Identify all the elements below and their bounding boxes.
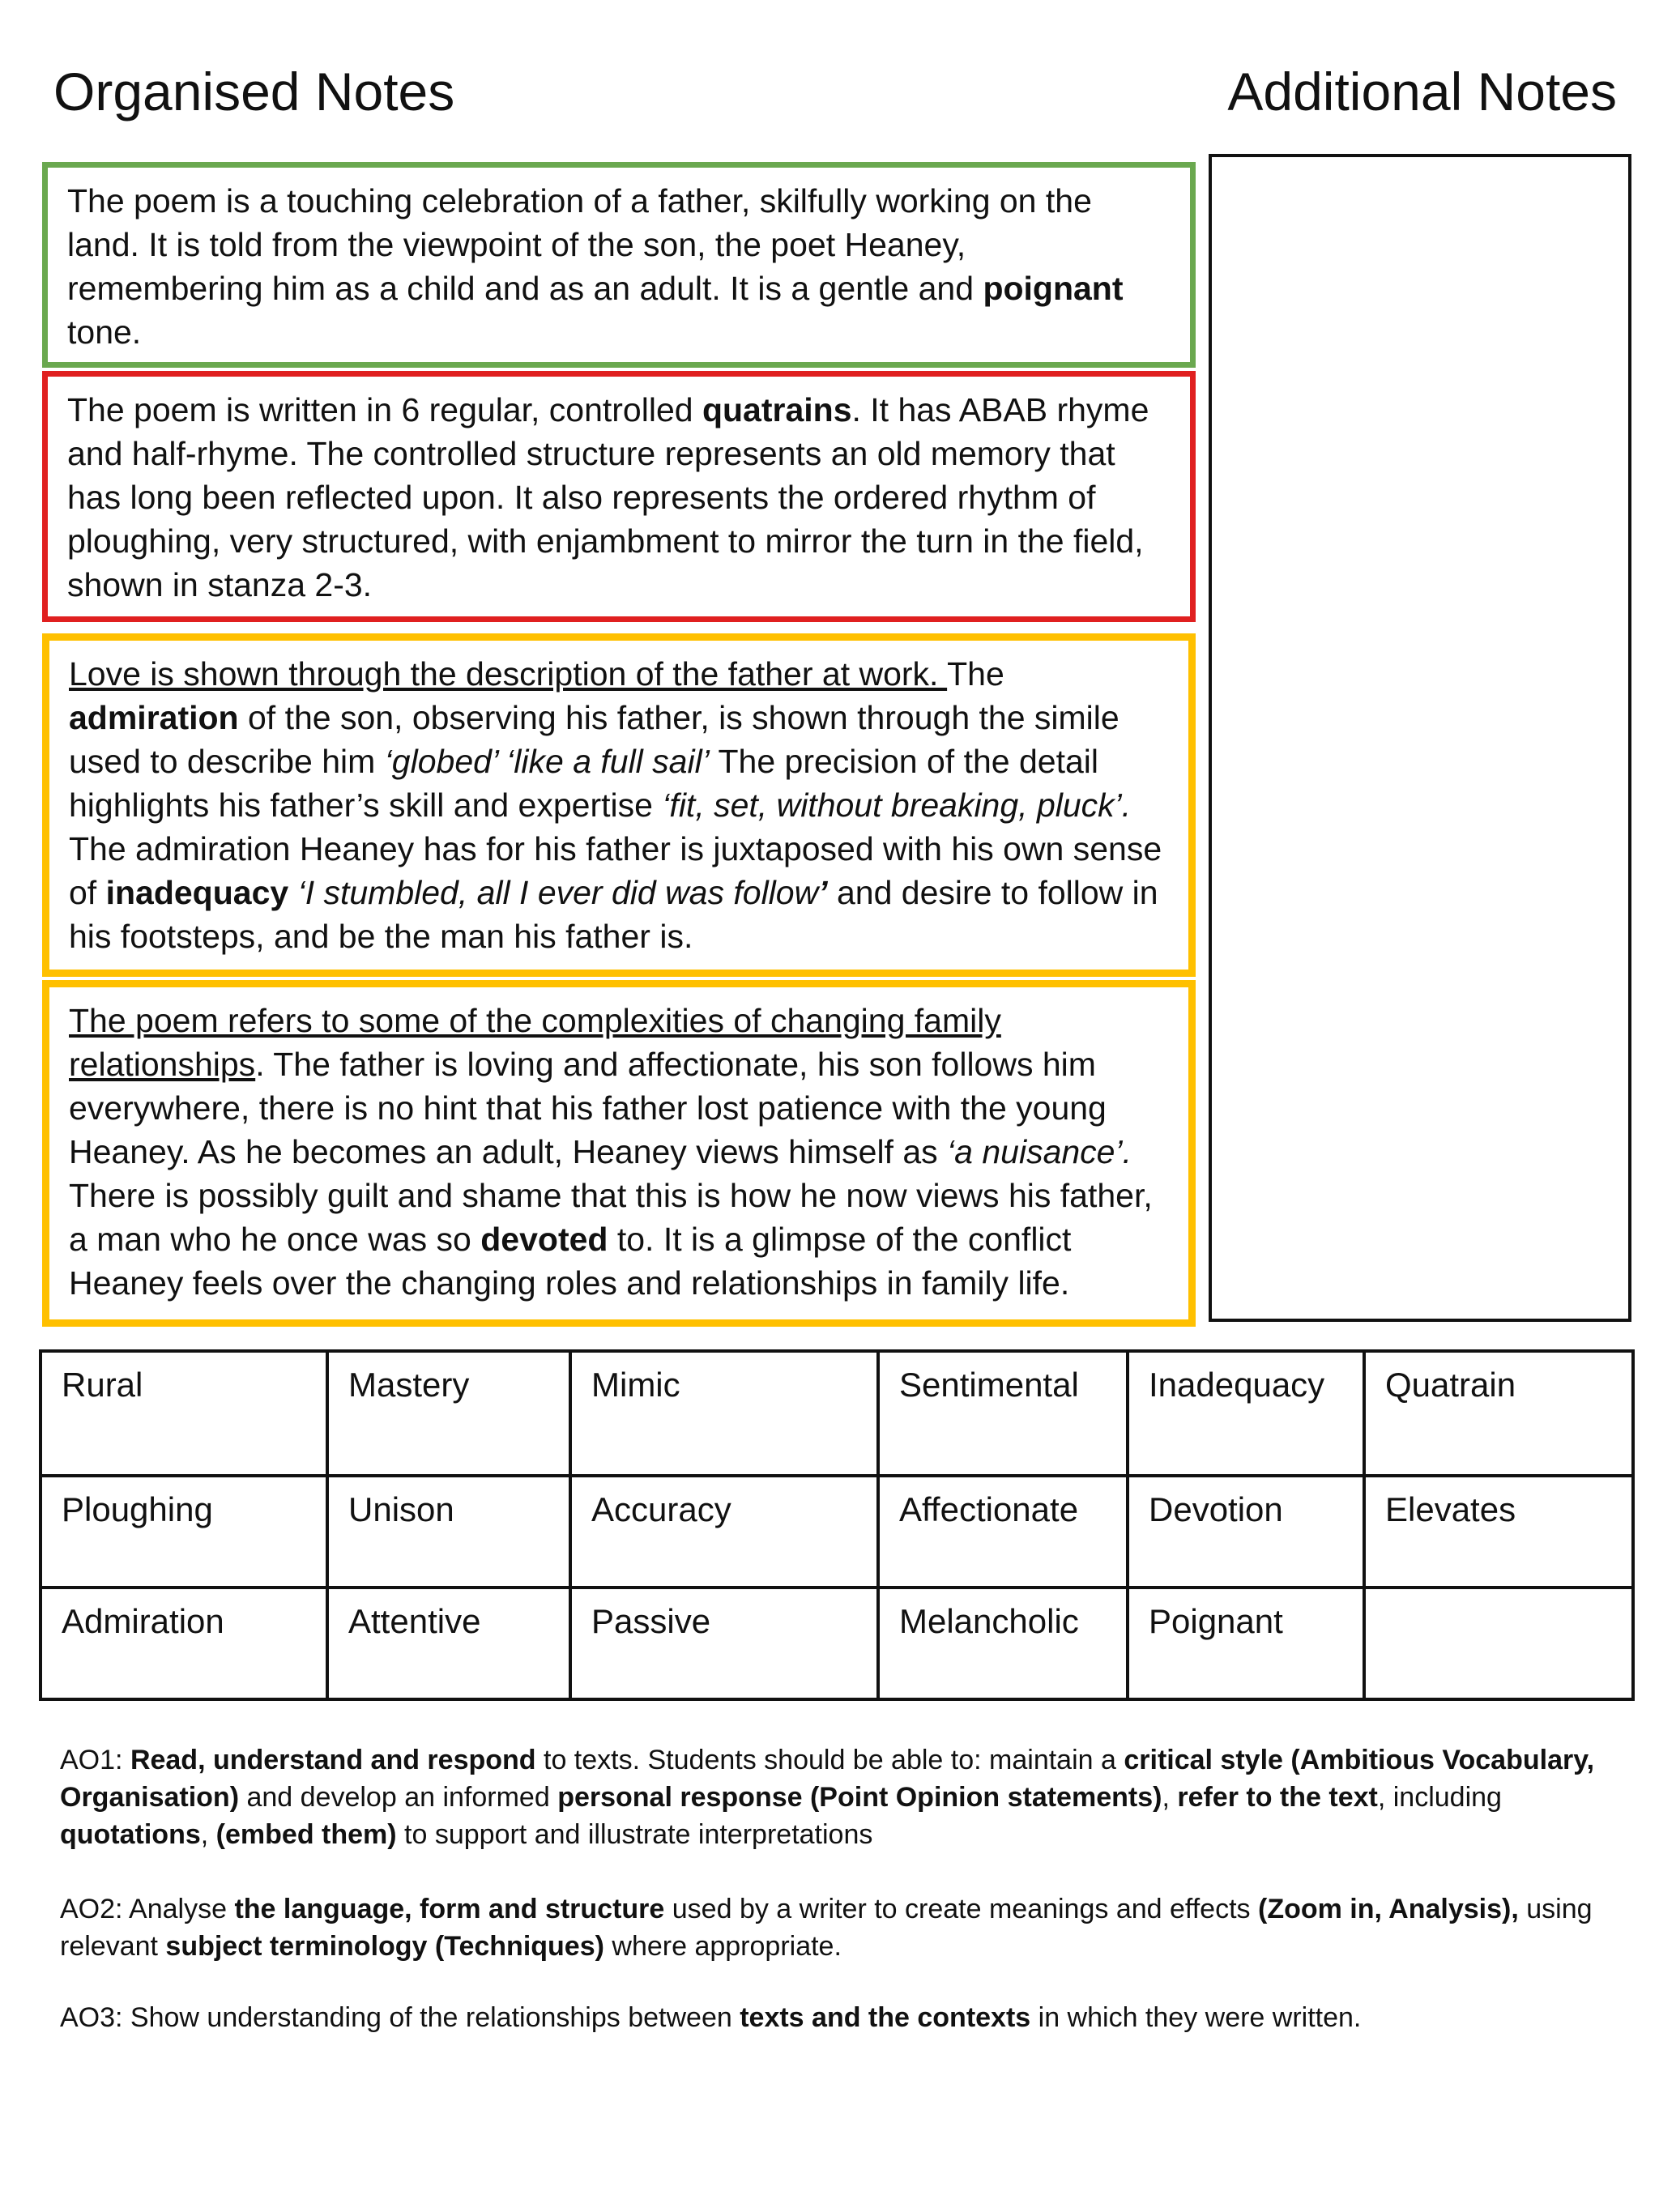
summary-note-box — [42, 162, 1196, 368]
ao2-text: used by a writer to create meanings and effects — [664, 1894, 1258, 1924]
vocabulary-cell — [1364, 1588, 1633, 1699]
vocabulary-cell: Mastery — [327, 1351, 570, 1476]
summary-keyword: poignant — [983, 270, 1124, 307]
vocabulary-row — [41, 1588, 1633, 1699]
love-quote-stumbled: ‘I stumbled, all I ever did was follow — [297, 874, 819, 911]
structure-note-box — [42, 371, 1196, 622]
summary-text: The poem is a touching celebration of a father, skilfully working on the land. It is told from the viewpoint of the son, the poet Heaney, remembering him as a child and as an adult. It is a gentle and — [67, 182, 1092, 307]
vocabulary-row — [41, 1476, 1633, 1588]
ao1-text: , including — [1377, 1782, 1502, 1813]
vocabulary-cell: Sentimental — [878, 1351, 1128, 1476]
love-keyword-admiration: admiration — [69, 699, 239, 736]
ao1-bold: critical style (Ambitious Vocabulary, Organisation) — [60, 1745, 1595, 1813]
vocabulary-cell: Unison — [327, 1476, 570, 1588]
ao1-text: and develop an informed — [239, 1782, 558, 1813]
vocabulary-cell: Attentive — [327, 1588, 570, 1699]
vocabulary-cell: Inadequacy — [1128, 1351, 1364, 1476]
love-text-4: The admiration Heaney has for his father is juxtaposed with his own sense of — [69, 830, 1162, 911]
love-topic-sentence: Love is shown through the description of the father at work. — [69, 655, 948, 693]
vocabulary-cell: Mimic — [570, 1351, 878, 1476]
love-quote-close: ’ — [818, 874, 828, 911]
summary-text-end: tone. — [67, 313, 142, 351]
love-text-6: and desire to follow in his footsteps, and be the man his father is. — [69, 874, 1158, 955]
vocabulary-cell: Devotion — [1128, 1476, 1364, 1588]
structure-keyword: quatrains — [702, 391, 852, 428]
relationships-note-box — [42, 980, 1196, 1327]
love-quote-simile: ‘globed’ ‘like a full sail’ — [384, 743, 710, 780]
ao1-text: to support and illustrate interpretations — [396, 1819, 873, 1850]
ao3-text: in which they were written. — [1030, 2002, 1362, 2033]
love-text-2: of the son, observing his father, is shown through the simile used to describe him — [69, 699, 1120, 780]
ao2-text: AO2: Analyse — [60, 1894, 235, 1924]
love-quote-detail: ‘fit, set, without breaking, pluck’. — [662, 786, 1132, 824]
relationships-text-3: to. It is a glimpse of the conflict Heaney feels over the changing roles and relationships in family life. — [69, 1221, 1072, 1302]
ao2-text: using relevant — [60, 1894, 1593, 1962]
vocabulary-cell: Affectionate — [878, 1476, 1128, 1588]
vocabulary-row — [41, 1351, 1633, 1476]
love-note-box — [42, 633, 1196, 977]
structure-text: The poem is written in 6 regular, controlled — [67, 391, 702, 428]
relationships-keyword-devoted: devoted — [480, 1221, 608, 1258]
vocabulary-cell: Ploughing — [41, 1476, 327, 1588]
ao3-objective — [60, 1999, 1599, 2036]
ao3-bold: texts and the contexts — [740, 2002, 1031, 2033]
relationships-quote-nuisance: ‘a nuisance’. — [947, 1133, 1132, 1170]
ao2-bold: (Zoom in, Analysis), — [1258, 1894, 1519, 1924]
love-text-3: The precision of the detail highlights his father’s skill and expertise — [69, 743, 1098, 824]
ao3-text: AO3: Show understanding of the relationships between — [60, 2002, 740, 2033]
vocabulary-cell: Melancholic — [878, 1588, 1128, 1699]
ao1-text: , — [1162, 1782, 1178, 1813]
ao1-text: , — [200, 1819, 216, 1850]
ao2-objective — [60, 1890, 1599, 1965]
ao1-bold: Read, understand and respond — [130, 1745, 536, 1775]
vocabulary-cell: Accuracy — [570, 1476, 878, 1588]
vocabulary-cell: Passive — [570, 1588, 878, 1699]
ao2-bold: the language, form and structure — [234, 1894, 665, 1924]
ao1-bold: quotations — [60, 1819, 201, 1850]
relationships-topic-sentence: The poem refers to some of the complexities of changing family relationships — [69, 1002, 1001, 1083]
relationships-text-2: There is possibly guilt and shame that this is how he now views his father, a man who he once was so — [69, 1177, 1153, 1258]
love-keyword-inadequacy: inadequacy — [105, 874, 289, 911]
ao1-text: AO1: — [60, 1745, 130, 1775]
relationships-text-1: . The father is loving and affectionate, his son follows him everywhere, there is no hint that his father lost patience with the young Heaney. As he becomes an adult, Heaney views himself as — [69, 1046, 1107, 1170]
structure-text-end: . It has ABAB rhyme and half-rhyme. The controlled structure represents an old memory that has long been reflected upon. It also represents the ordered rhythm of ploughing, very structured, with enjambment to mirror the turn in the field, shown in stanza 2-3. — [67, 391, 1149, 603]
ao2-bold: subject terminology (Techniques) — [165, 1931, 604, 1962]
love-text-5 — [288, 874, 297, 911]
vocabulary-cell: Rural — [41, 1351, 327, 1476]
ao1-text: to texts. Students should be able to: maintain a — [535, 1745, 1124, 1775]
additional-notes-heading: Additional Notes — [1227, 62, 1617, 121]
additional-notes-box[interactable] — [1209, 154, 1631, 1322]
vocabulary-cell: Quatrain — [1364, 1351, 1633, 1476]
vocabulary-cell: Elevates — [1364, 1476, 1633, 1588]
ao2-text: where appropriate. — [603, 1931, 842, 1962]
love-text-1: The — [947, 655, 1004, 693]
ao1-bold: (embed them) — [215, 1819, 397, 1850]
vocabulary-cell: Admiration — [41, 1588, 327, 1699]
vocabulary-table — [39, 1349, 1635, 1701]
organised-notes-heading: Organised Notes — [53, 62, 455, 121]
ao1-bold: refer to the text — [1177, 1782, 1378, 1813]
ao1-bold: personal response (Point Opinion statements) — [557, 1782, 1162, 1813]
vocabulary-cell: Poignant — [1128, 1588, 1364, 1699]
ao1-objective — [60, 1741, 1599, 1853]
